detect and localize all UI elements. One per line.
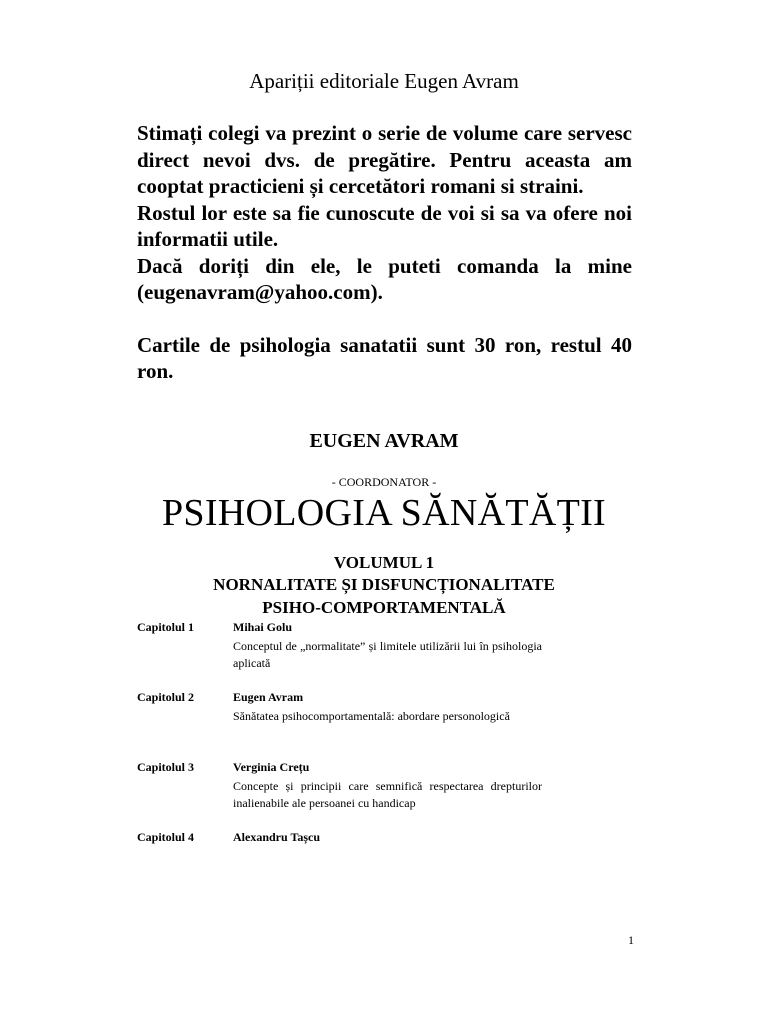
intro-paragraph-3: Dacă doriți din ele, le puteti comanda la mine (eugenavram@yahoo.com).	[137, 253, 632, 304]
book-role: - COORDONATOR -	[331, 475, 437, 489]
chapter-description: Concepte și principii care semnifică respectarea drepturilor inalienabile ale persoanei cu handicap	[233, 779, 542, 810]
chapter-item	[137, 690, 577, 760]
book-title: PSIHOLOGIA SĂNĂTĂȚII	[161, 492, 607, 534]
volume-subtitle-line-1: NORNALITATE ȘI DISFUNCȚIONALITATE	[213, 575, 555, 594]
intro-paragraph-4: Cartile de psihologia sanatatii sunt 30 ron, restul 40 ron.	[137, 332, 632, 383]
book-author: EUGEN AVRAM	[309, 430, 459, 452]
volume-subtitle-line-2: PSIHO-COMPORTAMENTALĂ	[262, 598, 506, 617]
chapter-item	[137, 830, 577, 900]
chapter-item	[137, 620, 577, 690]
intro-text	[137, 120, 632, 385]
chapter-label: Capitolul 1	[137, 620, 195, 634]
chapter-author: Mihai Golu	[233, 620, 293, 634]
intro-paragraph-2: Rostul lor este sa fie cunoscute de voi si sa va ofere noi informatii utile.	[137, 200, 632, 251]
chapter-author: Eugen Avram	[233, 690, 304, 704]
chapter-description: Sănătatea psihocomportamentală: abordare personologică	[233, 709, 510, 723]
page-number: 1	[628, 933, 634, 947]
chapter-author: Alexandru Tașcu	[233, 830, 321, 844]
chapter-label: Capitolul 2	[137, 690, 195, 704]
chapter-label: Capitolul 3	[137, 760, 195, 774]
chapter-author: Verginia Crețu	[233, 760, 310, 774]
volume-label: VOLUMUL 1	[333, 553, 435, 572]
chapter-item	[137, 760, 577, 830]
page-heading: Apariții editoriale Eugen Avram	[249, 69, 519, 93]
chapter-description: Conceptul de „normalitate” și limitele utilizării lui în psihologia aplicată	[233, 639, 542, 670]
chapter-list	[137, 620, 577, 900]
volume-subtitle	[0, 573, 768, 619]
chapter-label: Capitolul 4	[137, 830, 195, 844]
intro-paragraph-1: Stimați colegi va prezint o serie de volume care servesc direct nevoi dvs. de pregătire. Pentru aceasta am cooptat practicieni și cercetători romani si straini.	[137, 121, 632, 198]
